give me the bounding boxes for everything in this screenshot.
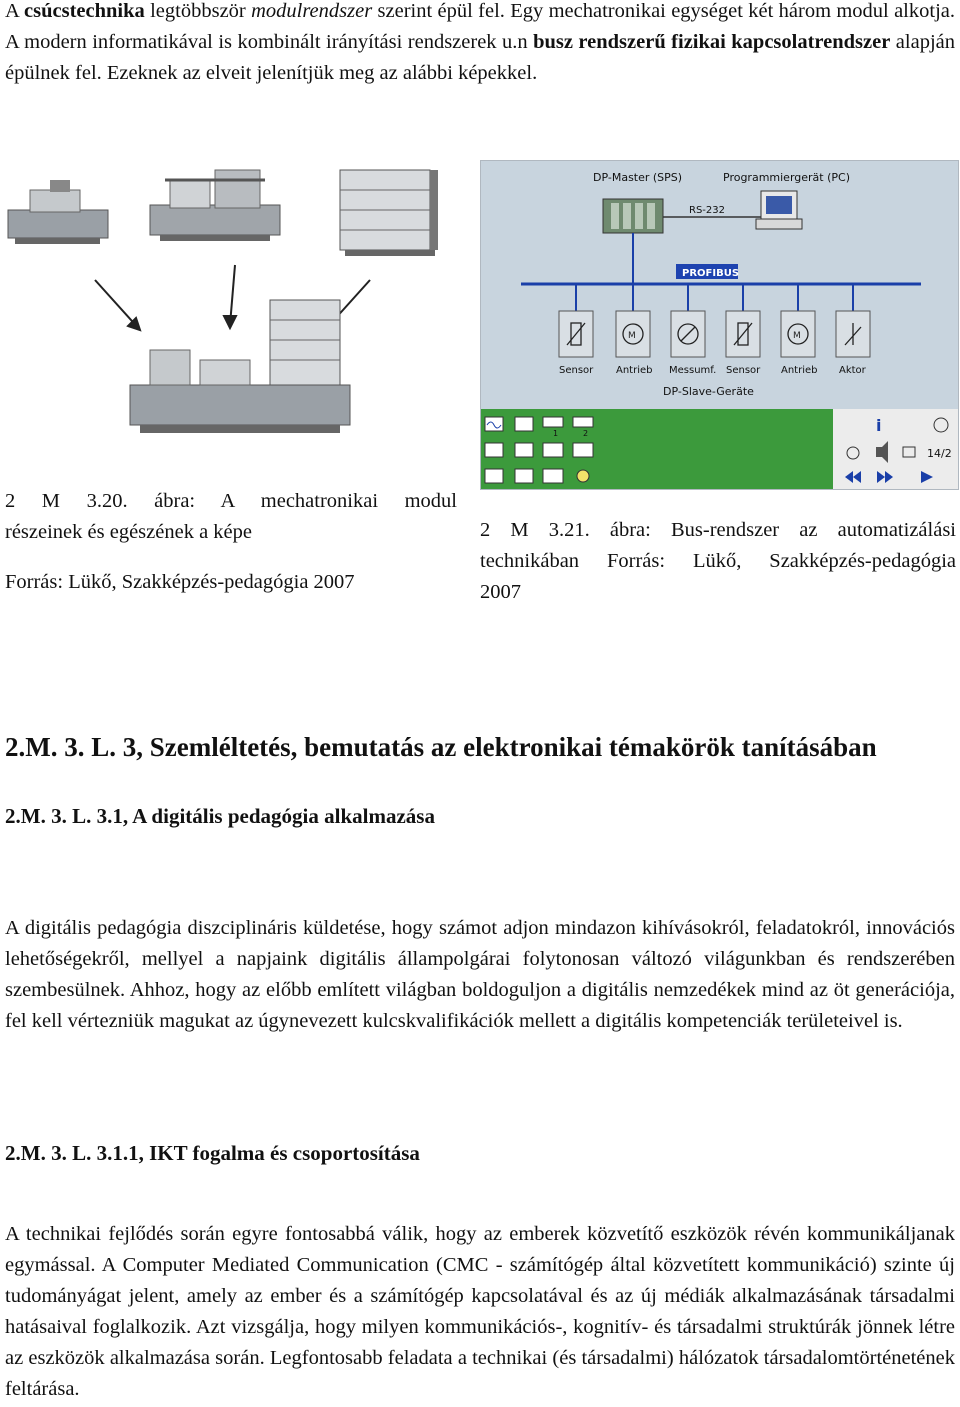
fig21-caption (480, 515, 956, 608)
fig20-caption-line1: 2 M 3.20. ábra: A mechatronikai modul (5, 490, 457, 512)
fig20-source: Forrás: Lükő, Szakképzés-pedagógia 2007 (5, 571, 355, 593)
intro-term-csucstechnika: csúcstechnika (24, 0, 145, 22)
tool-label-2: 2 (583, 429, 589, 438)
fig21-caption-line2: technikában Forrás: Lükő, Szakképzés-pedagógia (480, 550, 956, 572)
slave-label-2: Antrieb (616, 365, 653, 376)
intro-paragraph (5, 0, 955, 89)
slave-label-1: Sensor (559, 365, 594, 376)
fig21-caption-line3: 2007 (480, 581, 521, 603)
intro-term-modulrendszer: modulrendszer (251, 0, 373, 22)
intro-text: alapján épülnek fel. Ezeknek az elveit jelenítjük meg az alábbi képekkel. (5, 31, 955, 84)
plc-icon (603, 199, 663, 233)
tool-label-1: 1 (553, 429, 559, 438)
svg-text:i: i (876, 416, 882, 435)
slave-label-5: Antrieb (781, 365, 818, 376)
module-middle-image (150, 170, 280, 241)
svg-text:M: M (793, 331, 801, 341)
page-indicator: 14/2 (927, 447, 952, 460)
pc-icon (756, 191, 802, 229)
intro-text: legtöbbször (144, 0, 252, 22)
slave-label-4: Sensor (726, 365, 761, 376)
slave-label-3: Messumf. (669, 365, 717, 376)
paragraph-ikt: A technikai fejlődés során egyre fontosabbá válik, hogy az emberek közvetítő eszközök révén kommunikáljanak egymással. A Computer Mediated Communication (CMC - számítógép által közvetített kommunikáció) szinte új tudományágat jelent, amely az ember és a számítógép kapcsolatával és az új médiák alkalmazásának társadalmi hatásaival foglalkozik. Azt vizsgálja, hogy milyen kommunikációs-, kognitív- és társadalmi struktúrák jönnek létre az eszközök alkalmazása során. Legfontosabb feladata a technikai (és társadalmi) hálózatok társadalomtörténetének feltárása. (5, 1223, 955, 1400)
slave-label-6: Aktor (839, 365, 866, 376)
bus-diagram (481, 161, 958, 489)
fig20-caption (5, 486, 457, 548)
intro-text: szerint épül fel. Egy mechatronikai egységet két három modul alkotja. A modern informatikával is kombinált irányítási rendszerek u.n (5, 0, 955, 53)
module-left-image (8, 180, 108, 244)
paragraph-digital-pedagogy: A digitális pedagógia diszciplináris küldetése, hogy számot adjon mindazon kihívásokról, feladatokról, innovációs lehetőségekről, mellyel a napjaink digitális állampolgárai folytonosan változó világunkban és rendszerében szembesülnek. Ahhoz, hogy az előbb említett világban boldoguljon a digitális nemzedékek mind az öt generációja, fel kell vértezniük magukat az úgynevezett kulcskvalifikációk mellett a digitális kompetenciák területeivel is. (5, 917, 955, 1032)
fig20-caption-line2: részeinek és egészének a képe (5, 521, 252, 543)
profibus-label: PROFIBUS (682, 268, 740, 279)
slave-group-label: DP-Slave-Geräte (663, 385, 754, 398)
fig21-caption-line1: 2 M 3.21. ábra: Bus-rendszer az automatizálási (480, 519, 956, 541)
subsection-title-digital-pedagogy: 2.M. 3. L. 3.1, A digitális pedagógia alkalmazása (5, 804, 435, 828)
bus-system-figure (480, 160, 959, 490)
module-combined-image (130, 300, 350, 433)
subsection-title-ikt: 2.M. 3. L. 3.1.1, IKT fogalma és csoportosítása (5, 1141, 420, 1165)
rs232-label: RS-232 (689, 205, 725, 216)
section-title: 2.M. 3. L. 3, Szemléltetés, bemutatás az elektronikai témakörök tanításában (5, 732, 877, 762)
module-rack-image (340, 170, 438, 256)
intro-term-busz: busz rendszerű fizikai kapcsolatrendszer (533, 31, 891, 53)
mechatronic-modules-figure (0, 150, 460, 460)
pc-label: Programmiergerät (PC) (723, 171, 850, 184)
dp-master-label: DP-Master (SPS) (593, 171, 683, 184)
intro-lead: A (5, 0, 19, 22)
svg-text:M: M (628, 331, 636, 341)
